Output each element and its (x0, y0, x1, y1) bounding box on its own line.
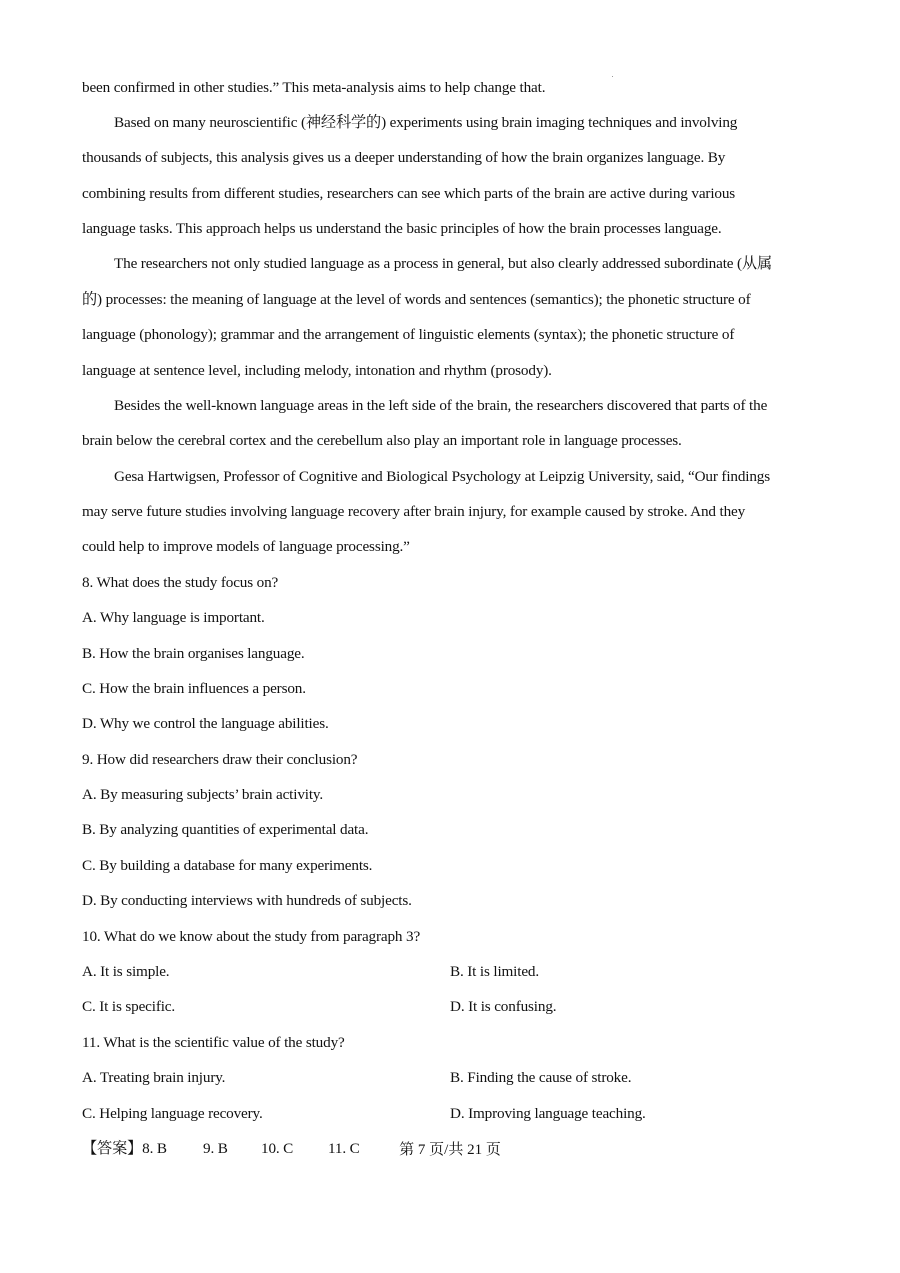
page-number: 第 7 页/共 21 页 (399, 1142, 501, 1158)
option-8b: B. How the brain organises language. (82, 645, 305, 662)
option-10c: C. It is specific. (82, 998, 176, 1015)
option-10b: B. It is limited. (450, 963, 539, 980)
question-stem-8: 8. What does the study focus on? (82, 574, 279, 591)
answer-item: 9. B (203, 1140, 228, 1157)
option-8a: A. Why language is important. (82, 609, 265, 626)
answer-item: 10. C (261, 1140, 294, 1157)
answer-item: 8. B (142, 1140, 167, 1157)
option-10a: A. It is simple. (82, 963, 170, 980)
passage-line: Besides the well-known language areas in the left side of the brain, the researchers discovered that parts of the (114, 397, 768, 414)
passage-line: language (phonology); grammar and the arrangement of linguistic elements (syntax); the phonetic structure of (82, 326, 735, 343)
answer-label: 【答案】 (82, 1140, 143, 1157)
option-9d: D. By conducting interviews with hundreds of subjects. (82, 892, 412, 909)
answer-item: 11. C (328, 1140, 360, 1157)
passage-line: been confirmed in other studies.” This meta-analysis aims to help change that. (82, 79, 546, 96)
option-9a: A. By measuring subjects’ brain activity. (82, 786, 324, 803)
question-stem-10: 10. What do we know about the study from paragraph 3? (82, 928, 421, 945)
passage-line: thousands of subjects, this analysis gives us a deeper understanding of how the brain organizes language. By (82, 149, 726, 166)
option-11c: C. Helping language recovery. (82, 1105, 263, 1122)
option-8d: D. Why we control the language abilities. (82, 715, 329, 732)
passage-line: Based on many neuroscientific (神经科学的) experiments using brain imaging techniques and involving (114, 114, 738, 131)
option-9b: B. By analyzing quantities of experimental data. (82, 821, 369, 838)
passage-line: combining results from different studies, researchers can see which parts of the brain are active during various (82, 185, 736, 202)
passage-line: language tasks. This approach helps us understand the basic principles of how the brain processes language. (82, 220, 722, 237)
question-stem-9: 9. How did researchers draw their conclusion? (82, 751, 358, 768)
passage-line: The researchers not only studied language as a process in general, but also clearly addressed subordinate (从属 (114, 255, 772, 272)
option-11a: A. Treating brain injury. (82, 1069, 226, 1086)
passage-line: could help to improve models of language processing.” (82, 538, 410, 555)
option-10d: D. It is confusing. (450, 998, 557, 1015)
option-11b: B. Finding the cause of stroke. (450, 1069, 632, 1086)
passage-line: may serve future studies involving language recovery after brain injury, for example caused by stroke. And they (82, 503, 746, 520)
passage-line: 的) processes: the meaning of language at the level of words and sentences (semantics); the phonetic structure of (82, 291, 751, 308)
passage-line: language at sentence level, including melody, intonation and rhythm (prosody). (82, 362, 552, 379)
passage-line: brain below the cerebral cortex and the cerebellum also play an important role in language processes. (82, 432, 682, 449)
question-stem-11: 11. What is the scientific value of the study? (82, 1034, 345, 1051)
option-9c: C. By building a database for many experiments. (82, 857, 373, 874)
passage-line: Gesa Hartwigsen, Professor of Cognitive and Biological Psychology at Leipzig University, said, “Our findings (114, 468, 771, 485)
option-8c: C. How the brain influences a person. (82, 680, 306, 697)
scan-artifact (612, 76, 613, 77)
option-11d: D. Improving language teaching. (450, 1105, 646, 1122)
